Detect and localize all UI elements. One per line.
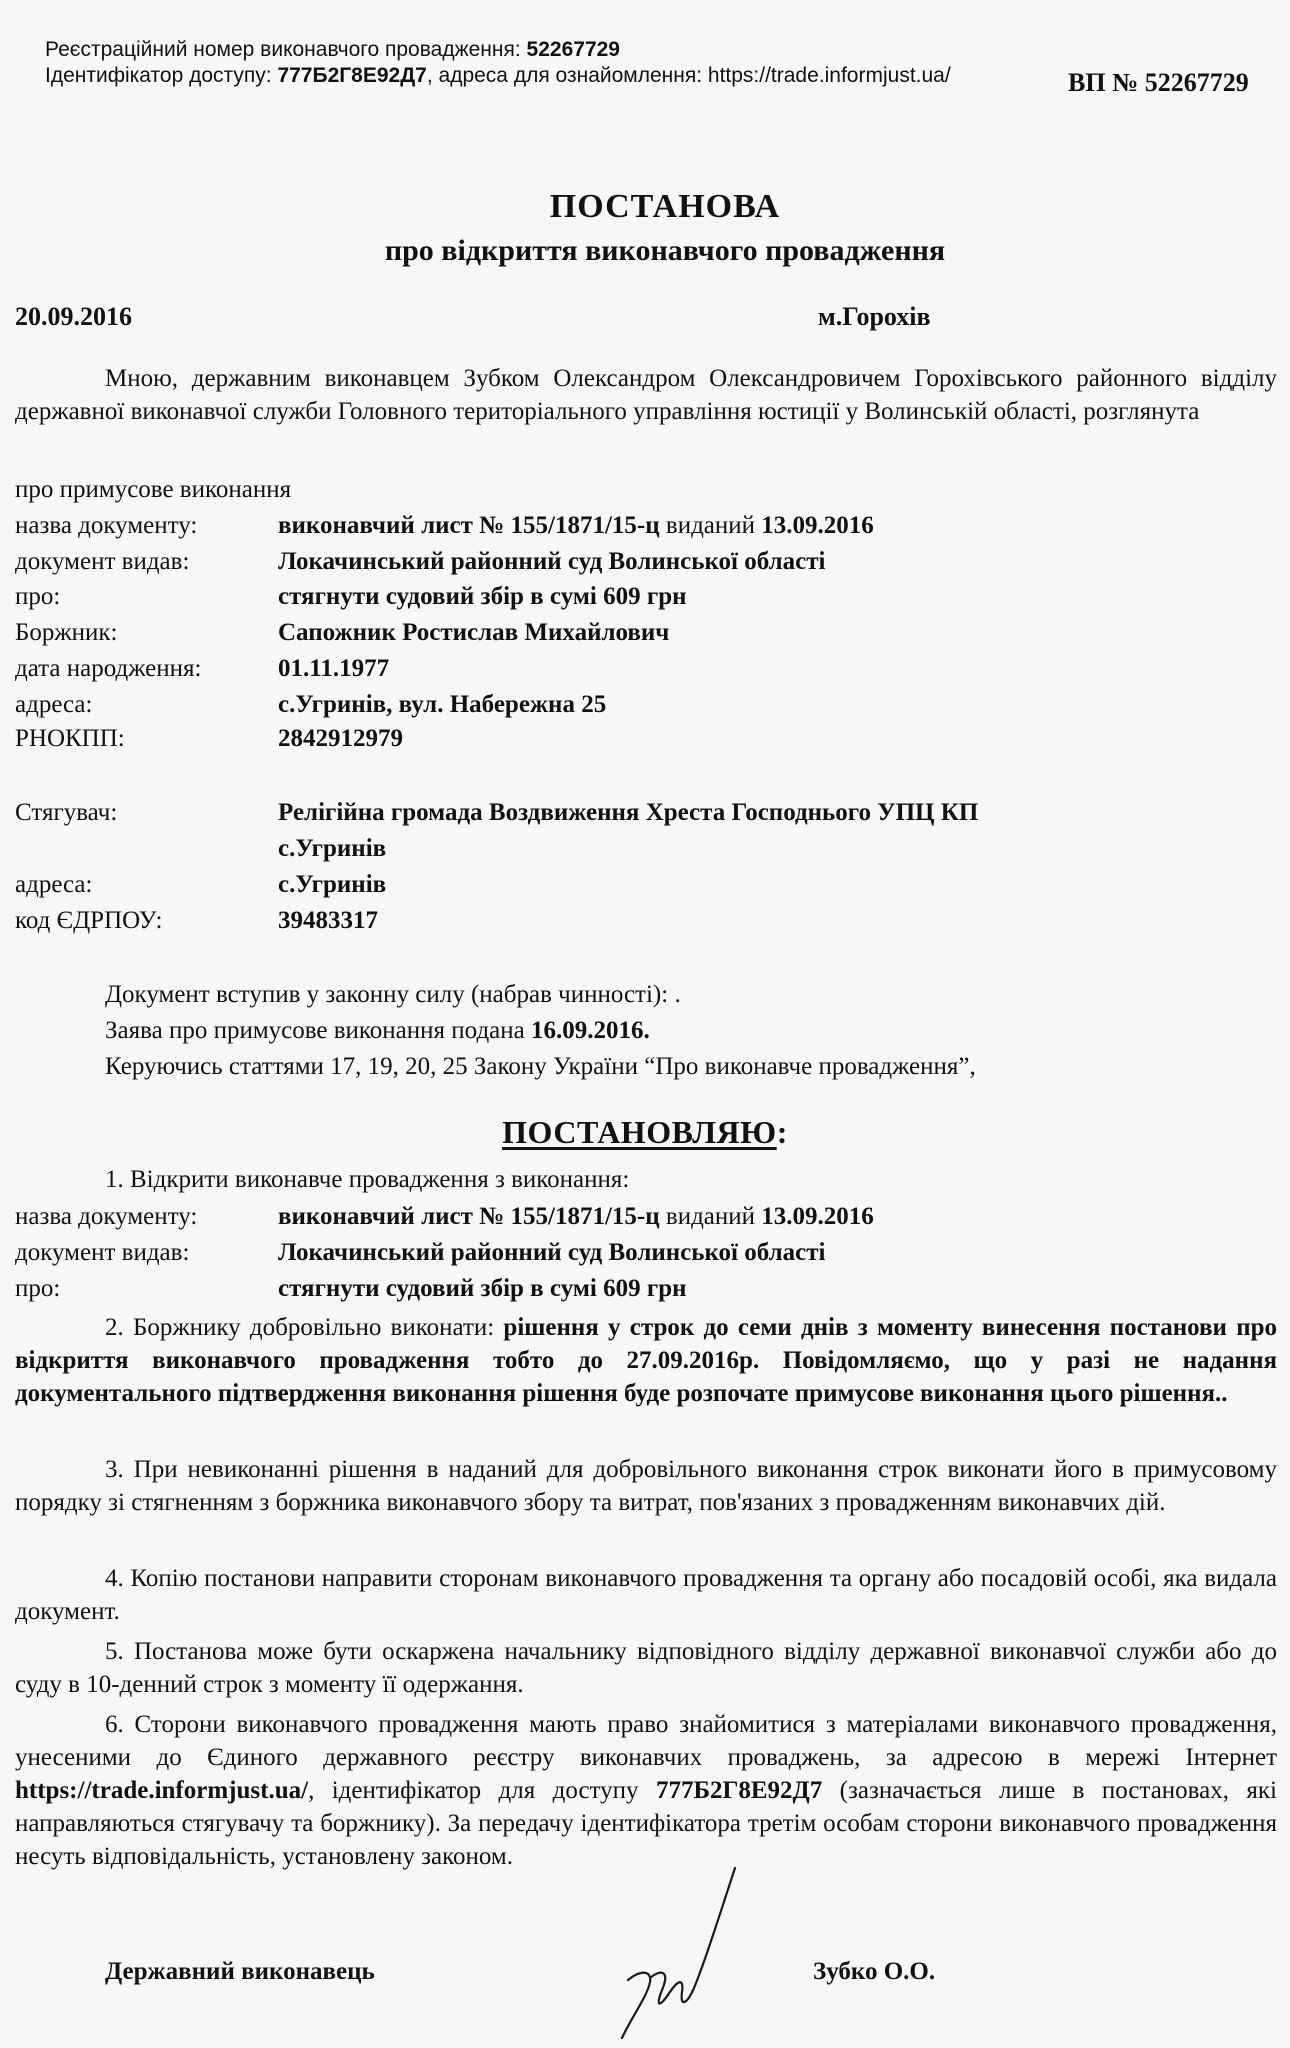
point-6-text-c: (зазначається лише в постановах, які направляються стягувачу та боржнику). За передачу ідентифікатора третім особам сторони виконавчого провадження несуть відповідальність, установлену законом. <box>15 1777 1277 1870</box>
creditor-value: Релігійна громада Воздвиження Хреста Господнього УПЦ КП <box>278 799 979 826</box>
access-id: 777Б2Г8Е92Д7 <box>277 64 427 87</box>
point-1: 1. Відкрити виконавче провадження з виконання: <box>105 1166 630 1193</box>
decision-heading-text: ПОСТАНОВЛЯЮ <box>502 1114 777 1150</box>
registration-line <box>45 38 620 62</box>
signature-scribble <box>600 1860 760 2045</box>
field-value-address: с.Угринів, вул. Набережна 25 <box>278 691 607 718</box>
point-6-text-a: 6. Сторони виконавчого провадження мають право знайомитися з матеріалами виконавчого провадження, унесеними до Єдиного державного реєстру виконавчих проваджень, за адресою в мережі Інтернет <box>15 1711 1277 1771</box>
doc2-name-issued: виданий <box>659 1203 762 1230</box>
creditor-address-value: с.Угринів <box>278 871 387 898</box>
signer-name: Зубко О.О. <box>813 1958 936 1985</box>
point-6-text-b: , ідентифікатор для доступу <box>308 1777 656 1804</box>
point-4: 4. Копію постанови направити сторонам виконавчого провадження та органу або посадовій особі, яка видала документ. <box>15 1565 1277 1625</box>
point-6-id: 777Б2Г8Е92Д7 <box>655 1777 823 1804</box>
document-date: 20.09.2016 <box>15 302 132 331</box>
decision-heading-colon: : <box>776 1114 788 1150</box>
field-value-rnokpp: 2842912979 <box>278 725 403 752</box>
field-value-debtor: Сапожник Ростислав Михайлович <box>278 619 670 646</box>
doc2-name-date: 13.09.2016 <box>761 1203 874 1230</box>
field2-value-doc-name <box>278 1203 874 1231</box>
doc-name-date: 13.09.2016 <box>761 512 874 539</box>
application-date: 16.09.2016. <box>531 1017 650 1044</box>
field-label-about: про: <box>15 583 61 610</box>
application-line <box>105 1017 650 1045</box>
document-city: м.Горохів <box>818 302 931 331</box>
access-tail: , адреса для ознайомлення: https://trade.informjust.ua/ <box>426 64 951 87</box>
doc-name-issued: виданий <box>659 512 762 539</box>
field-value-about: стягнути судовий збір в сумі 609 грн <box>278 583 687 610</box>
field2-label-about: про: <box>15 1275 61 1302</box>
doc-in-force-line: Документ вступив у законну силу (набрав чинності): . <box>105 981 681 1008</box>
document-title: ПОСТАНОВА <box>549 188 781 225</box>
field-value-birthdate: 01.11.1977 <box>278 655 390 682</box>
field-value-doc-name <box>278 512 874 540</box>
intro-paragraph: Мною, державним виконавцем Зубком Олександром Олександровичем Горохівського районного відділу державної виконавчої служби Головного територіального управління юстиції у Волинській області, розглянута <box>15 365 1277 425</box>
point-2 <box>15 1311 1277 1410</box>
doc2-name-value: виконавчий лист № 155/1871/15-ц <box>278 1203 660 1230</box>
signer-title: Державний виконавець <box>105 1958 375 1985</box>
access-line <box>45 64 951 88</box>
document-subtitle: про відкриття виконавчого провадження <box>384 234 946 267</box>
point-2-lead: 2. Боржнику добровільно виконати: <box>105 1314 504 1341</box>
creditor-address-label: адреса: <box>15 871 93 898</box>
legal-basis-line: Керуючись статтями 17, 19, 20, 25 Закону України “Про виконавче провадження”, <box>105 1053 976 1080</box>
point-6 <box>15 1708 1277 1873</box>
point-2-bold: рішення у строк до семи днів з моменту винесення постанови про відкриття виконавчого провадження тобто до 27.09.2016р. Повідомляємо, що у разі не надання документального підтвердження виконання рішення буде розпочате примусове виконання цього рішення.. <box>15 1314 1277 1407</box>
creditor-label: Стягувач: <box>15 799 118 826</box>
access-label: Ідентифікатор доступу: <box>45 64 278 87</box>
creditor-code-label: код ЄДРПОУ: <box>15 907 163 934</box>
field-label-address: адреса: <box>15 691 93 718</box>
field-label-birthdate: дата народження: <box>15 655 202 682</box>
field-value-issuer: Локачинський районний суд Волинської області <box>278 548 826 575</box>
field-label-rnokpp: РНОКПП: <box>15 725 125 752</box>
field2-value-about: стягнути судовий збір в сумі 609 грн <box>278 1275 687 1302</box>
field-label-issuer: документ видав: <box>15 548 190 575</box>
decision-heading <box>0 1114 1290 1151</box>
point-5: 5. Постанова може бути оскаржена начальнику відповідного відділу державної виконавчої служби або до суду в 10-денний строк з моменту її одержання. <box>15 1638 1277 1698</box>
doc-name-value: виконавчий лист № 155/1871/15-ц <box>278 512 660 539</box>
field2-value-issuer: Локачинський районний суд Волинської області <box>278 1239 826 1266</box>
registration-label: Реєстраційний номер виконавчого провадження: <box>45 38 527 61</box>
creditor-code-value: 39483317 <box>278 907 378 934</box>
field2-label-issuer: документ видав: <box>15 1239 190 1266</box>
registration-number: 52267729 <box>526 38 620 61</box>
point-6-url: https://trade.informjust.ua/ <box>15 1777 309 1804</box>
point-3: 3. При невиконанні рішення в наданий для добровільного виконання строк виконати його в примусовому порядку зі стягненням з боржника виконавчого збору та витрат, пов'язаних з провадженням виконавчих дій. <box>15 1456 1277 1516</box>
vp-number: ВП № 52267729 <box>1068 68 1249 97</box>
intro-tail: про примусове виконання <box>15 476 292 503</box>
field-label-debtor: Боржник: <box>15 619 118 646</box>
creditor-village: с.Угринів <box>278 835 387 862</box>
field2-label-doc-name: назва документу: <box>15 1203 198 1230</box>
application-text: Заява про примусове виконання подана <box>105 1017 531 1044</box>
field-label-doc-name: назва документу: <box>15 512 198 539</box>
